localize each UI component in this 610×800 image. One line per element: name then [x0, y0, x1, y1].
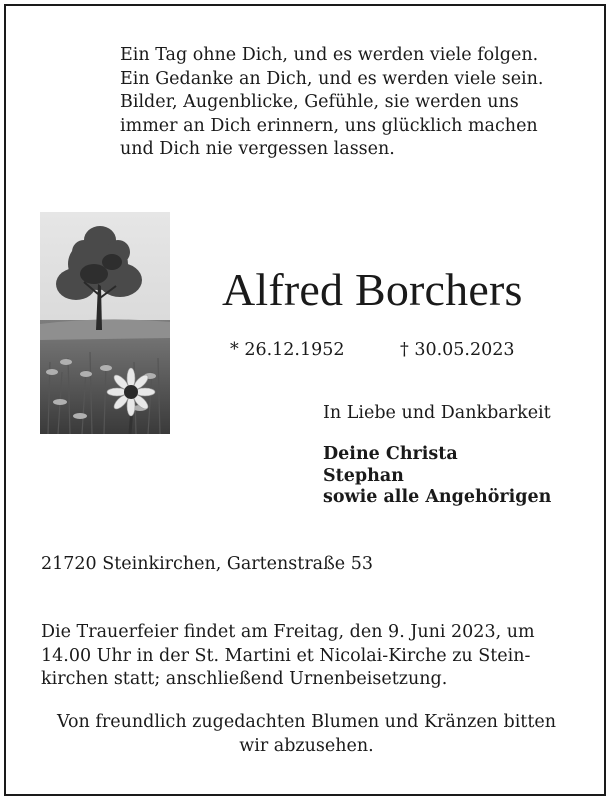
funeral-ceremony-text [41, 621, 572, 692]
memorial-poem [120, 44, 572, 162]
ceremony-line: Die Trauerfeier findet am Freitag, den 9. Juni 2023, um [41, 622, 535, 642]
memorial-photo [40, 212, 170, 434]
tree-sunflower-image [40, 212, 170, 434]
ceremony-line: 14.00 Uhr in der St. Martini et Nicolai-Kirche zu Stein- [41, 645, 531, 666]
flowers-request-text [41, 711, 572, 758]
poem-line: immer an Dich erinnern, uns glücklich machen [120, 115, 538, 136]
family-signature [323, 444, 551, 509]
request-line: wir abzusehen. [239, 735, 374, 756]
poem-line: Ein Gedanke an Dich, und es werden viele sein. [120, 68, 544, 89]
deceased-name: Alfred Borchers [222, 264, 523, 315]
poem-line: Ein Tag ohne Dich, und es werden viele folgen. [120, 45, 539, 65]
poem-line: und Dich nie vergessen lassen. [120, 139, 395, 159]
poem-line: Bilder, Augenblicke, Gefühle, sie werden uns [120, 92, 519, 112]
thanks-line: In Liebe und Dankbarkeit [323, 403, 551, 423]
family-member: sowie alle Angehörigen [323, 487, 552, 507]
request-line: Von freundlich zugedachten Blumen und Kränzen bitten [56, 712, 556, 732]
death-date: † 30.05.2023 [400, 340, 515, 360]
family-member: Deine Christa [323, 444, 458, 464]
ceremony-line: kirchen statt; anschließend Urnenbeisetzung. [41, 669, 448, 689]
birth-date: * 26.12.1952 [230, 340, 345, 360]
family-member: Stephan [323, 465, 404, 486]
family-address: 21720 Steinkirchen, Gartenstraße 53 [41, 554, 373, 574]
